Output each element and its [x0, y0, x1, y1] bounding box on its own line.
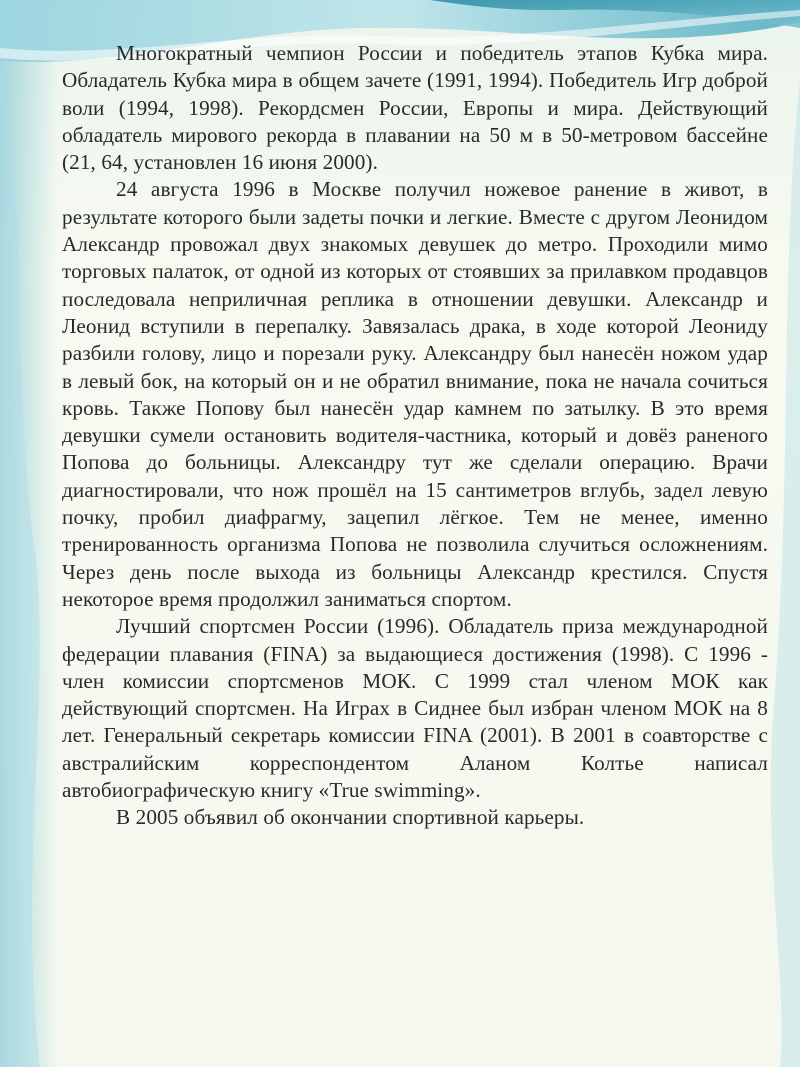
- paragraph-awards: Лучший спортсмен России (1996). Обладатель приза международной федерации плавания (FINA) за выдающиеся достижения (1998). С 1996 - член комиссии спортсменов МОК. С 1999 стал членом МОК как действующий спортсмен. На Играх в Сиднее был избран членом МОК на 8 лет. Генеральный секретарь комиссии FINA (2001). В 2001 в соавторстве с австралийским корреспондентом Аланом Колтье написал автобиографическую книгу «True swimming».: [62, 614, 768, 803]
- paragraph-retirement: В 2005 объявил об окончании спортивной карьеры.: [116, 805, 585, 830]
- paragraph-incident: 24 августа 1996 в Москве получил ножевое ранение в живот, в результате которого были задеты почки и легкие. Вместе с другом Леонидом Александр провожал двух знакомых девушек до метро. Проходили мимо торговых палаток, от одной из которых от стоявших за прилавком продавцов последовала неприличная реплика в отношении девушки. Александр и Леонид вступили в перепалку. Завязалась драка, в ходе которой Леониду разбили голову, лицо и порезали руку. Александру был нанесён ножом удар в левый бок, на который он и не обратил внимание, пока не начала сочиться кровь. Также Попову был нанесён удар камнем по затылку. В это время девушки сумели остановить водителя-частника, который и довёз раненого Попова до больницы. Александру тут же сделали операцию. Врачи диагностировали, что нож прошёл на 15 сантиметров вглубь, задел левую почку, пробил диафрагму, зацепил лёгкое. Тем не менее, именно тренированность организма Попова не позволила случиться осложнениям. Через день после выхода из больницы Александр крестился. Спустя некоторое время продолжил заниматься спортом.: [62, 177, 768, 611]
- slide-text-body: [62, 40, 768, 832]
- paragraph-achievements: Многократный чемпион России и победитель этапов Кубка мира. Обладатель Кубка мира в общем зачете (1991, 1994). Победитель Игр доброй воли (1994, 1998). Рекордсмен России, Европы и мира. Действующий обладатель мирового рекорда в плавании на 50 м в 50-метровом бассейне (21, 64, установлен 16 июня 2000).: [62, 41, 768, 175]
